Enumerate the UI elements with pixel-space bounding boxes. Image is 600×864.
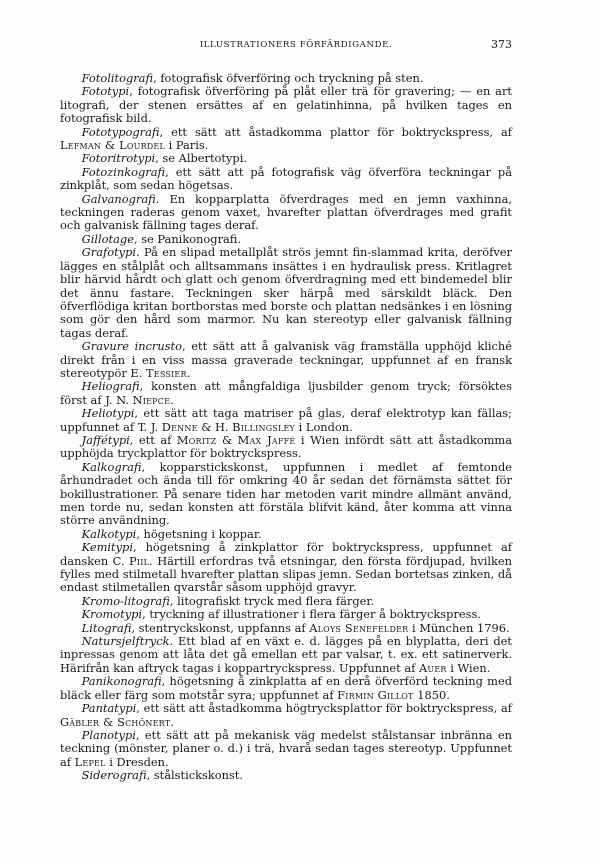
entry-text: i Paris. bbox=[164, 138, 209, 153]
entry-text: . Härtill erfordras två etsningar, den första fördjupad, hvilken fylles med stilmetall hvarefter plattan slipas jemn. Sedan bortetsas zinken, då endast stilmetallen qvarstår såsom upphöjd gravyr. bbox=[60, 553, 512, 595]
entry-term: Planotypi bbox=[81, 727, 136, 742]
running-header bbox=[80, 40, 512, 56]
entry-text: & H. bbox=[197, 419, 233, 434]
entry-text: . På en slipad metallplåt strös jemnt fin-slammad krita, deröfver lägges en stålplåt och alltsammans insättes i en hydraulisk press. Kritlagret blir härvid hårdt och glatt och genom öfverdragning med ett bindemedel blir det ännu fastare. Teckningen sker härpå med särskildt bläck. Den öfverflödiga kritan bortborstas med borste och plattan nedsänkes i en lösning som gör den hård som marmor. Nu kan stereotyp eller galvanisk fällning tagas deraf. bbox=[60, 245, 512, 340]
entry-name: Billingsley bbox=[232, 419, 295, 434]
glossary-entry bbox=[60, 85, 512, 125]
glossary-entry bbox=[60, 461, 512, 528]
glossary-entry bbox=[60, 152, 512, 165]
entry-term: Fotolitografi bbox=[81, 71, 154, 85]
entry-term: Fotoritrotypi bbox=[81, 151, 156, 166]
entry-name: Firmin Gillot bbox=[337, 687, 414, 702]
entry-term: Galvanografi bbox=[81, 191, 156, 206]
entry-term: Kromo-litografi bbox=[81, 593, 170, 608]
entry-text: i Wien. bbox=[446, 660, 491, 675]
glossary-entry bbox=[60, 729, 512, 769]
entry-text: , fotografisk öfverföring på plåt eller trä för gravering; — en art litografi, der stenen ersättes af en gelatinhinna, på hvilken tages en fotografisk bild. bbox=[60, 84, 512, 126]
entry-term: Kemitypi bbox=[81, 540, 133, 555]
entry-term: Natursjelftryck bbox=[81, 634, 170, 649]
entry-text: 1850. bbox=[413, 687, 450, 702]
entry-text: , högetsning å zinkplattor för boktryckspress, uppfunnet af dansken C. bbox=[60, 540, 512, 568]
entry-text: , ett sätt att åstadkomma plattor för boktryckspress, af bbox=[159, 124, 512, 139]
entry-text: , ett sätt att på fotografisk väg öfverföra teckningar på zinkplåt, som sedan högetsas. bbox=[60, 164, 512, 193]
entry-term: Kalkotypi bbox=[81, 526, 137, 541]
glossary-entry bbox=[60, 166, 512, 193]
glossary-entry bbox=[60, 595, 512, 608]
entry-name: Auer bbox=[418, 660, 447, 675]
entry-text: . bbox=[186, 365, 191, 380]
glossary-entry bbox=[60, 246, 512, 340]
entry-text: i München 1796. bbox=[408, 620, 510, 635]
glossary-entry bbox=[60, 72, 512, 85]
entry-term: Fototypi bbox=[81, 84, 130, 99]
entry-text: i Dresden. bbox=[105, 754, 169, 769]
entry-text: , ett sätt att på mekanisk väg medelst stålstansar inbränna en teckning (mönster, planer o. d.) i trä, hvarå sedan tages stereotyp. Uppfunnet af bbox=[60, 727, 512, 769]
entry-term: Pantatypi bbox=[81, 701, 137, 716]
entry-term: Jaffétypi bbox=[81, 432, 130, 447]
page-number: 373 bbox=[491, 38, 512, 51]
glossary-entry bbox=[60, 233, 512, 246]
entry-text: , stålstickskonst. bbox=[146, 768, 244, 783]
entry-text: i London. bbox=[295, 419, 353, 434]
entry-text: , högetsning å zinkplatta af en derå öfverförd teckning med bläck eller färg som motstår syra; uppfunnet af bbox=[60, 674, 512, 702]
entry-text: , ett sätt att taga matriser på glas, deraf elektrotyp kan fällas; uppfunnet af T. J. bbox=[60, 406, 512, 434]
entry-term: Gillotage bbox=[81, 231, 134, 246]
entry-term: Heliografi bbox=[81, 379, 140, 394]
entry-text: , ett af bbox=[129, 432, 177, 447]
entry-text: , se Albertotypi. bbox=[155, 151, 247, 166]
glossary-entry bbox=[60, 380, 512, 407]
entry-term: Gravure incrusto bbox=[81, 339, 182, 354]
entry-name: Piil bbox=[129, 553, 150, 568]
entry-text: , ett sätt att å galvanisk väg framställa upphöjd kliché direkt från i en viss massa graverade teckningar, uppfunnet af en fransk stereotypör E. bbox=[60, 339, 512, 380]
glossary-entry bbox=[60, 608, 512, 621]
glossary-entry bbox=[60, 434, 512, 461]
entry-text: . En kopparplatta öfverdrages med en jemn vaxhinna, teckningen raderas genom vaxet, hvarefter plattan öfverdrages med grafit och galvanisk fällning tages deraf. bbox=[60, 191, 512, 233]
entry-term: Grafotypi bbox=[81, 245, 137, 260]
entry-term: Litografi bbox=[81, 620, 132, 635]
glossary-entry bbox=[60, 635, 512, 675]
entry-name: Lefman & Lourdel bbox=[60, 138, 165, 153]
entry-text: , tryckning af illustrationer i flera färger å boktryckspress. bbox=[142, 607, 481, 622]
entry-term: Fototypografi bbox=[81, 124, 160, 139]
glossary-entry bbox=[60, 340, 512, 380]
entry-name: Aloys Senefelder bbox=[309, 620, 409, 635]
glossary-entry bbox=[60, 528, 512, 541]
entry-name: Denne bbox=[161, 419, 198, 434]
entry-text: i Wien infördt sätt att åstadkomma upphöjda tryckplattor för boktryckspress. bbox=[60, 432, 513, 461]
entry-term: Kalkografi bbox=[81, 459, 142, 474]
glossary-entry bbox=[60, 769, 512, 782]
entry-name: Moritz bbox=[176, 432, 217, 447]
entry-name: Max Jaffé bbox=[237, 432, 296, 447]
running-head-title: ILLUSTRATIONERS FÖRFÄRDIGANDE. bbox=[199, 40, 393, 50]
glossary-entry bbox=[60, 541, 512, 595]
entry-text: , litografiskt tryck med flera färger. bbox=[169, 593, 375, 608]
glossary-entry bbox=[60, 675, 512, 702]
entry-name: Niepce bbox=[132, 392, 171, 407]
entry-text: , kopparstickskonst, uppfunnen i medlet af femtonde århundradet och ända till för omkring 40 år sedan det förnämsta sättet för bokillustrationer. På senare tiden har metoden varit mindre allmänt använd, men torde nu, sedan konsten att förstäla blifvit känd, åter komma att vinna större användning. bbox=[60, 459, 512, 528]
entry-term: Siderografi bbox=[81, 768, 147, 783]
entry-text: . Ett blad af en växt e. d. lägges på en blyplatta, deri det inpressas genom att låta det gå emellan ett par valsar, t. ex. ett satinerverk. Härifrån kan aftryck tagas i koppartryckspress. Uppfunnet af bbox=[60, 634, 512, 675]
entry-text: , se Panikonografi. bbox=[133, 231, 242, 246]
glossary-entry bbox=[60, 702, 512, 729]
entry-text: , konsten att mångfaldiga ljusbilder genom tryck; försöktes först af J. N. bbox=[60, 379, 512, 407]
entry-text: , fotografisk öfverföring och tryckning på sten. bbox=[153, 71, 424, 85]
entry-term: Heliotypi bbox=[81, 406, 135, 421]
entry-name: Gäbler & Schönert bbox=[60, 714, 171, 729]
entry-text: . bbox=[170, 714, 174, 729]
entry-text: , ett sätt att åstadkomma högtrycksplattor för boktryckspress, af bbox=[136, 701, 512, 716]
glossary-entry bbox=[60, 193, 512, 233]
glossary-body bbox=[60, 72, 512, 783]
entry-term: Kromotypi bbox=[81, 607, 143, 622]
entry-name: Tessier bbox=[146, 365, 187, 380]
entry-name: Lepel bbox=[74, 754, 106, 769]
glossary-entry bbox=[60, 126, 512, 153]
entry-text: & bbox=[216, 432, 238, 447]
glossary-entry bbox=[60, 407, 512, 434]
entry-term: Panikonografi bbox=[81, 674, 162, 689]
entry-text: , högetsning i koppar. bbox=[136, 526, 262, 541]
entry-term: Fotozinkografi bbox=[81, 164, 166, 179]
entry-text: , stentryckskonst, uppfanns af bbox=[131, 620, 310, 635]
glossary-entry bbox=[60, 622, 512, 635]
entry-text: . bbox=[170, 392, 174, 407]
